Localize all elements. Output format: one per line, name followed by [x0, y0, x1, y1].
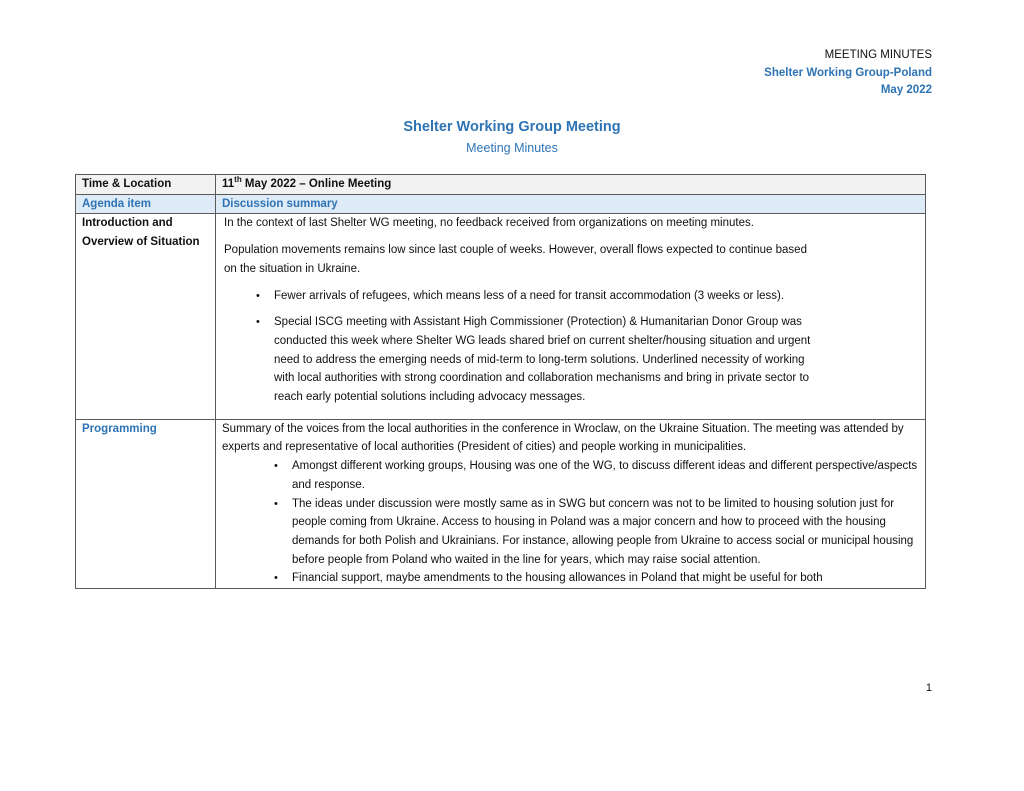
- programming-bullet-list: [222, 457, 919, 588]
- time-location-value: [216, 175, 926, 195]
- document-header: [764, 47, 932, 100]
- intro-row: [76, 214, 926, 419]
- date-day: 11: [222, 178, 235, 190]
- intro-label: Introduction and Overview of Situation: [76, 214, 216, 419]
- header-date: May 2022: [880, 84, 932, 96]
- programming-row: [76, 419, 926, 588]
- page-number: 1: [925, 682, 932, 694]
- list-item: • Amongst different working groups, Housing was one of the WG, to discuss different ideas and different perspective/aspects and response.: [292, 457, 919, 494]
- list-item: • Special ISCG meeting with Assistant High Commissioner (Protection) & Humanitarian Donor Group was conducted this week where Shelter WG leads shared brief on current shelter/housing situation and urgent need to address the emerging needs of mid-term to long-term solutions. Underlined necessity of working with local authorities with strong coordination and collaboration mechanisms and bring in private sector to reach early potential solutions including advocacy messages.: [274, 313, 819, 407]
- list-item: • Fewer arrivals of refugees, which means less of a need for transit accommodation (3 weeks or less).: [274, 287, 819, 306]
- intro-summary: [216, 214, 926, 419]
- page-subtitle: Meeting Minutes: [466, 141, 558, 155]
- date-suffix: th: [234, 175, 242, 185]
- header-group: Shelter Working Group-Poland: [764, 66, 932, 79]
- programming-label: Programming: [76, 419, 216, 588]
- minutes-table: [75, 174, 926, 589]
- intro-paragraph: Population movements remains low since last couple of weeks. However, overall flows expected to continue based on the situation in Ukraine.: [224, 244, 807, 275]
- page-title: Shelter Working Group Meeting: [403, 119, 621, 135]
- discussion-summary-heading: Discussion summary: [216, 194, 926, 214]
- intro-paragraph: In the context of last Shelter WG meeting, no feedback received from organizations on meeting minutes.: [224, 217, 754, 230]
- list-item: • Financial support, maybe amendments to the housing allowances in Poland that might be useful for both: [292, 569, 919, 588]
- time-location-row: [76, 175, 926, 195]
- time-location-label: Time & Location: [76, 175, 216, 195]
- programming-summary: [216, 419, 926, 588]
- list-item: • The ideas under discussion were mostly same as in SWG but concern was not to be limited to housing solution just for people coming from Ukraine. Access to housing in Poland was a major concern and how to proceed with the housing demands for both Polish and Ukrainians. For instance, allowing people from Ukraine to access social or municipal housing before people from Poland who waited in the line for years, which may raise social attention.: [292, 495, 919, 570]
- agenda-header-row: [76, 194, 926, 214]
- date-rest: May 2022 – Online Meeting: [241, 178, 392, 190]
- intro-bullet-list: [224, 287, 819, 407]
- programming-paragraph: Summary of the voices from the local authorities in the conference in Wroclaw, on the Ukraine Situation. The meeting was attended by experts and representative of local authorities (President of cities) and people working in municipalities.: [222, 422, 904, 454]
- agenda-item-heading: Agenda item: [76, 194, 216, 214]
- header-doc-type: MEETING MINUTES: [824, 49, 932, 61]
